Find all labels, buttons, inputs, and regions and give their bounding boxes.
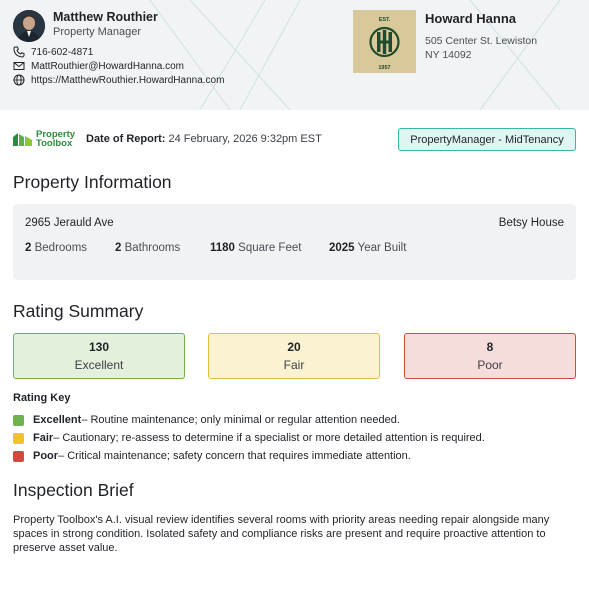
rating-label: Excellent — [74, 358, 124, 372]
brokerage-address-line2: NY 14092 — [425, 49, 472, 61]
brokerage-address-line1: 505 Center St. Lewiston — [425, 35, 538, 47]
stat-year-built: 2025 Year Built — [329, 242, 407, 254]
agent-website[interactable] — [13, 73, 224, 87]
report-date-value: 24 February, 2026 9:32pm EST — [168, 133, 322, 145]
rating-label: Poor — [477, 358, 503, 372]
report-date — [86, 133, 322, 145]
agent-role: Property Manager — [53, 26, 142, 38]
rating-box-fair — [208, 333, 380, 379]
rating-box-poor — [404, 333, 576, 379]
inspection-brief-text: Property Toolbox's A.I. visual review identifies several rooms with priority areas needing repair alongside many spaces in strong condition. Isolated safety and compliance risks are present and require proactive attention to preserve asset value. — [13, 514, 550, 554]
report-type-badge: PropertyManager - MidTenancy — [398, 128, 576, 151]
rating-box-excellent — [13, 333, 185, 379]
agent-name: Matthew Routhier — [53, 10, 158, 24]
rating-label: Fair — [283, 358, 305, 372]
agent-avatar — [13, 10, 45, 42]
rating-key-excellent: Excellent – Routine maintenance; only minimal or regular attention needed. — [13, 413, 400, 427]
rating-summary-heading: Rating Summary — [13, 301, 144, 321]
rating-key-fair: Fair – Cautionary; re-assess to determine if a specialist or more detailed attention is required. — [13, 431, 485, 445]
stat-square-feet: 1180 Square Feet — [210, 242, 302, 254]
report-date-label: Date of Report: — [86, 133, 166, 145]
property-address: 2965 Jerauld Ave — [25, 217, 114, 229]
agent-website-text: https://MatthewRouthier.HowardHanna.com — [31, 74, 225, 86]
property-card — [13, 204, 576, 280]
property-toolbox-logo — [12, 130, 78, 148]
svg-text:1957: 1957 — [378, 65, 391, 71]
phone-icon — [13, 46, 25, 58]
rating-key-poor: Poor – Critical maintenance; safety concern that requires immediate attention. — [13, 449, 411, 463]
property-info-heading: Property Information — [13, 172, 172, 192]
excellent-swatch — [13, 415, 24, 426]
fair-swatch — [13, 433, 24, 444]
stat-bathrooms: 2 Bathrooms — [115, 242, 181, 254]
agent-phone-text: 716-602-4871 — [31, 46, 94, 58]
rating-key-title: Rating Key — [13, 392, 71, 404]
agent-email-text: MattRouthier@HowardHanna.com — [31, 60, 184, 72]
globe-icon — [13, 74, 25, 86]
agent-phone[interactable] — [13, 45, 93, 59]
inspection-brief-heading: Inspection Brief — [13, 480, 134, 500]
svg-text:EST.: EST. — [378, 17, 391, 23]
report-header — [0, 0, 589, 110]
toolbox-house-icon — [12, 131, 34, 147]
agent-email[interactable] — [13, 59, 184, 73]
property-owner: Betsy House — [498, 217, 564, 229]
stat-bedrooms: 2 Bedrooms — [25, 242, 88, 254]
rating-count: 130 — [88, 340, 110, 354]
rating-count: 8 — [486, 340, 494, 354]
brokerage-logo — [353, 10, 416, 73]
brokerage-name: Howard Hanna — [425, 11, 517, 26]
poor-swatch — [13, 451, 24, 462]
property-toolbox-wordmark: Property Toolbox — [36, 129, 76, 149]
envelope-icon — [13, 60, 25, 72]
rating-count: 20 — [287, 340, 301, 354]
